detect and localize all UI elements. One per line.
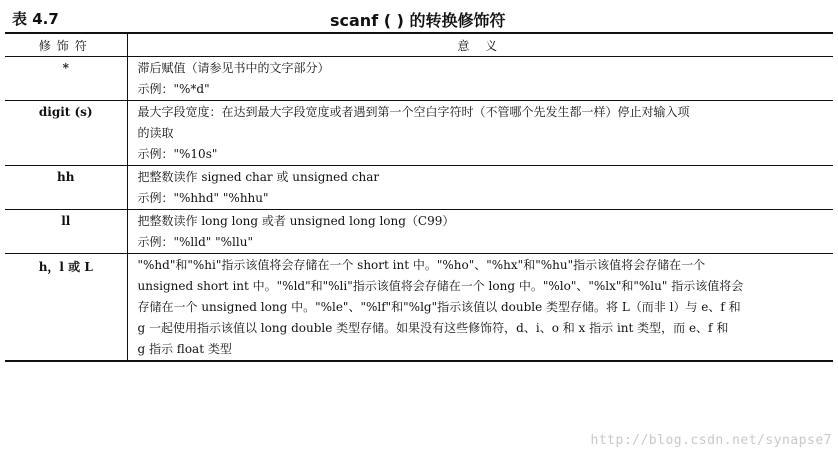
table-row (5, 254, 833, 362)
meaning-line: 存储在一个 unsigned long 中。"%le"、"%lf"和"%lg"指示该值以 double 类型存储。将 L（而非 l）与 e、f 和 (137, 300, 741, 314)
meaning-line: "%hd"和"%hi"指示该值将会存储在一个 short int 中。"%ho"、"%hx"和"%hu"指示该值将会存储在一个 (137, 258, 706, 272)
meaning-line: 最大字段宽度：在达到最大字段宽度或者遇到第一个空白字符时（不管哪个先发生都一样）停止对输入项 (137, 105, 690, 119)
table-title: scanf ( ) 的转换修饰符 (330, 11, 506, 30)
modifier-cell: hh (5, 166, 127, 210)
modifier-cell: digit (s) (5, 101, 127, 166)
modifier-cell: * (5, 57, 127, 101)
meaning-line: g 一起使用指示该值以 long double 类型存储。如果没有这些修饰符，d、i、o 和 x 指示 int 类型，而 e、f 和 (137, 321, 729, 335)
table-row (5, 101, 833, 166)
table-row (5, 57, 833, 101)
modifier-cell: ll (5, 210, 127, 254)
example-line: 示例："%*d" (137, 82, 210, 96)
table-row (5, 210, 833, 254)
meaning-cell (127, 210, 833, 254)
meaning-line: 滞后赋值（请参见书中的文字部分） (137, 61, 330, 75)
meaning-cell (127, 101, 833, 166)
table-number: 表 4.7 (12, 10, 59, 28)
meaning-line: 把整数读作 long long 或者 unsigned long long（C99） (137, 214, 455, 228)
example-line: 示例："%lld" "%llu" (137, 235, 253, 249)
meaning-cell (127, 166, 833, 210)
conversion-modifier-table (5, 32, 833, 362)
meaning-line: 的读取 (137, 126, 174, 140)
example-line: 示例："%hhd" "%hhu" (137, 191, 269, 205)
example-line: 示例："%10s" (137, 147, 218, 161)
meaning-line: unsigned short int 中。"%ld"和"%li"指示该值将会存储在一个 long 中。"%lo"、"%lx"和"%lu" 指示该值将会 (137, 279, 744, 293)
table-row (5, 166, 833, 210)
meaning-line: g 指示 float 类型 (137, 342, 232, 356)
watermark-url: http://blog.csdn.net/synapse7 (590, 433, 832, 448)
modifier-cell: h，l 或 L (5, 254, 127, 362)
table-caption (0, 6, 838, 30)
meaning-cell (127, 57, 833, 101)
meaning-cell (127, 254, 833, 362)
meaning-column-header: 意 义 (127, 33, 833, 57)
header-row (5, 33, 833, 57)
meaning-line: 把整数读作 signed char 或 unsigned char (137, 170, 380, 184)
modifier-column-header: 修饰符 (5, 33, 127, 57)
